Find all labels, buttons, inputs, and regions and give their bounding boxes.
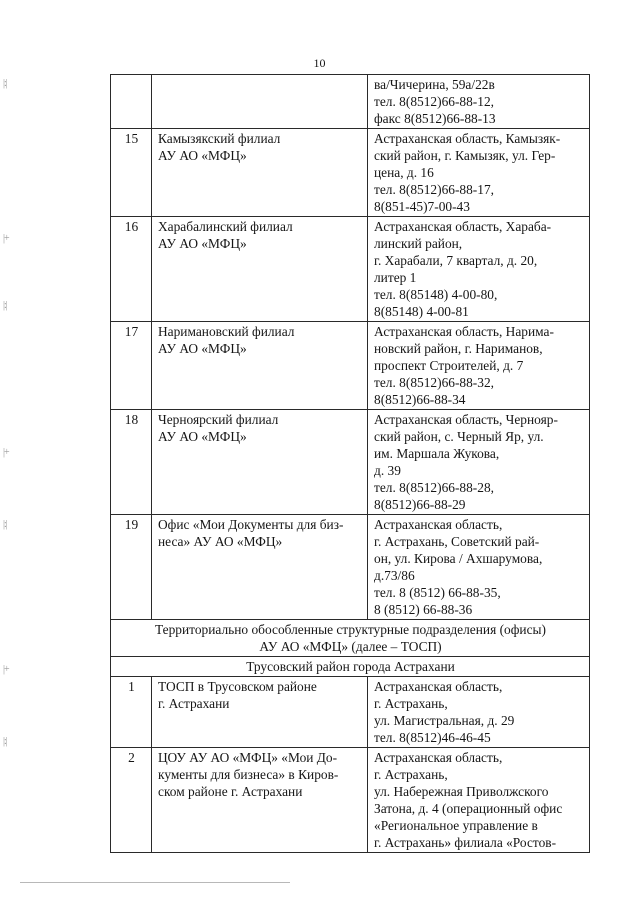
office-address-line: тел. 8(8512)66-88-32, <box>374 375 495 390</box>
office-address-line: проспект Строителей, д. 7 <box>374 358 524 373</box>
office-address-cell <box>368 322 590 410</box>
office-address-line: Затона, д. 4 (операционный офис <box>374 801 563 816</box>
office-address-line: Астраханская область, Нарима- <box>374 324 554 339</box>
office-address-cell <box>368 515 590 620</box>
office-address-line: 8(85148) 4-00-81 <box>374 304 469 319</box>
office-address-line: г. Астрахань, <box>374 767 448 782</box>
tosp-table-body <box>111 677 590 853</box>
office-name-line: Наримановский филиал <box>158 324 295 339</box>
row-number <box>111 75 152 129</box>
office-address-cell <box>368 410 590 515</box>
margin-mark: |+ <box>3 447 9 458</box>
tosp-section-header <box>111 620 590 677</box>
office-address-line: тел. 8 (8512) 66-88-35, <box>374 585 501 600</box>
office-name-line: Черноярский филиал <box>158 412 279 427</box>
row-number: 15 <box>111 129 152 217</box>
office-address-line: 8(8512)66-88-34 <box>374 392 466 407</box>
office-address-line: д. 39 <box>374 463 401 478</box>
office-address-line: 8(851-45)7-00-43 <box>374 199 470 214</box>
office-address-line: линский район, <box>374 236 463 251</box>
office-name-cell <box>152 322 368 410</box>
row-number: 18 <box>111 410 152 515</box>
table-row <box>111 217 590 322</box>
subsection-header-cell: Трусовский район города Астрахани <box>111 657 590 677</box>
office-address-line: ский район, г. Камызяк, ул. Гер- <box>374 148 556 163</box>
office-address-line: Астраханская область, Камызяк- <box>374 131 561 146</box>
branches-table-body <box>111 75 590 620</box>
office-address-line: им. Маршала Жукова, <box>374 446 500 461</box>
office-name-cell <box>152 129 368 217</box>
office-address-cell <box>368 129 590 217</box>
office-name-line: ском районе г. Астрахани <box>158 784 303 799</box>
office-address-line: он, ул. Кирова / Ахшарумова, <box>374 551 543 566</box>
office-name-cell <box>152 410 368 515</box>
office-name-line: неса» АУ АО «МФЦ» <box>158 534 283 549</box>
office-address-line: тел. 8(8512)66-88-28, <box>374 480 495 495</box>
office-address-line: г. Харабали, 7 квартал, д. 20, <box>374 253 538 268</box>
table-row <box>111 515 590 620</box>
office-name-line: ТОСП в Трусовском районе <box>158 679 317 694</box>
office-address-line: литер 1 <box>374 270 417 285</box>
office-name-line: кументы для бизнеса» в Киров- <box>158 767 339 782</box>
office-address-line: ул. Магистральная, д. 29 <box>374 713 515 728</box>
office-address-line: Астраханская область, Чернояр- <box>374 412 558 427</box>
row-number: 1 <box>111 677 152 748</box>
office-address-cell <box>368 217 590 322</box>
office-address-cell <box>368 677 590 748</box>
office-address-line: Астраханская область, <box>374 679 503 694</box>
margin-mark: |+ <box>3 233 9 244</box>
page-number: 10 <box>313 56 326 70</box>
section-header-row <box>111 620 590 657</box>
office-address-line: тел. 8(85148) 4-00-80, <box>374 287 498 302</box>
office-address-line: Астраханская область, Хараба- <box>374 219 552 234</box>
section-header-line: АУ АО «МФЦ» (далее – ТОСП) <box>259 639 442 654</box>
office-name-cell <box>152 75 368 129</box>
table-row <box>111 129 590 217</box>
office-address-cell <box>368 748 590 853</box>
office-name-line: Камызякский филиал <box>158 131 281 146</box>
office-address-line: «Региональное управление в <box>374 818 538 833</box>
office-address-line: тел. 8(8512)66-88-12, <box>374 94 495 109</box>
office-address-line: Астраханская область, <box>374 750 503 765</box>
office-address-line: цена, д. 16 <box>374 165 434 180</box>
office-address-line: Астраханская область, <box>374 517 503 532</box>
office-name-line: Харабалинский филиал <box>158 219 293 234</box>
office-address-line: тел. 8(8512)46-46-45 <box>374 730 491 745</box>
office-name-cell <box>152 515 368 620</box>
offices-table <box>110 74 590 853</box>
office-address-line: 8 (8512) 66-88-36 <box>374 602 473 617</box>
office-address-line: г. Астрахань, Советский рай- <box>374 534 540 549</box>
office-name-line: Офис «Мои Документы для биз- <box>158 517 344 532</box>
office-address-cell <box>368 75 590 129</box>
office-name-line: АУ АО «МФЦ» <box>158 429 247 444</box>
section-header-cell <box>111 620 590 657</box>
subsection-header-row <box>111 657 590 677</box>
margin-mark: |:| <box>3 519 7 530</box>
office-name-cell <box>152 217 368 322</box>
office-address-line: факс 8(8512)66-88-13 <box>374 111 496 126</box>
table-row <box>111 75 590 129</box>
section-header-line: Территориально обособленные структурные подразделения (офисы) <box>155 622 546 637</box>
office-address-line: г. Астрахань, <box>374 696 448 711</box>
margin-mark: |+ <box>3 664 9 675</box>
margin-mark: |:| <box>3 736 7 747</box>
row-number: 19 <box>111 515 152 620</box>
table-row <box>111 748 590 853</box>
office-address-line: ва/Чичерина, 59а/22в <box>374 77 495 92</box>
row-number: 17 <box>111 322 152 410</box>
office-address-line: ул. Набережная Приволжского <box>374 784 549 799</box>
bottom-rule <box>20 882 290 883</box>
office-name-line: АУ АО «МФЦ» <box>158 341 247 356</box>
office-name-line: ЦОУ АУ АО «МФЦ» «Мои До- <box>158 750 338 765</box>
office-address-line: г. Астрахань» филиала «Ростов- <box>374 835 557 850</box>
office-address-line: ский район, с. Черный Яр, ул. <box>374 429 544 444</box>
table-row <box>111 322 590 410</box>
row-number: 16 <box>111 217 152 322</box>
office-name-line: г. Астрахани <box>158 696 230 711</box>
office-name-cell <box>152 748 368 853</box>
office-address-line: 8(8512)66-88-29 <box>374 497 466 512</box>
office-name-line: АУ АО «МФЦ» <box>158 236 247 251</box>
office-name-cell <box>152 677 368 748</box>
office-address-line: новский район, г. Нариманов, <box>374 341 543 356</box>
office-name-line: АУ АО «МФЦ» <box>158 148 247 163</box>
table-row <box>111 677 590 748</box>
margin-mark: |:| <box>3 300 7 311</box>
row-number: 2 <box>111 748 152 853</box>
office-address-line: д.73/86 <box>374 568 415 583</box>
margin-mark: |:| <box>3 78 7 89</box>
office-address-line: тел. 8(8512)66-88-17, <box>374 182 495 197</box>
table-row <box>111 410 590 515</box>
